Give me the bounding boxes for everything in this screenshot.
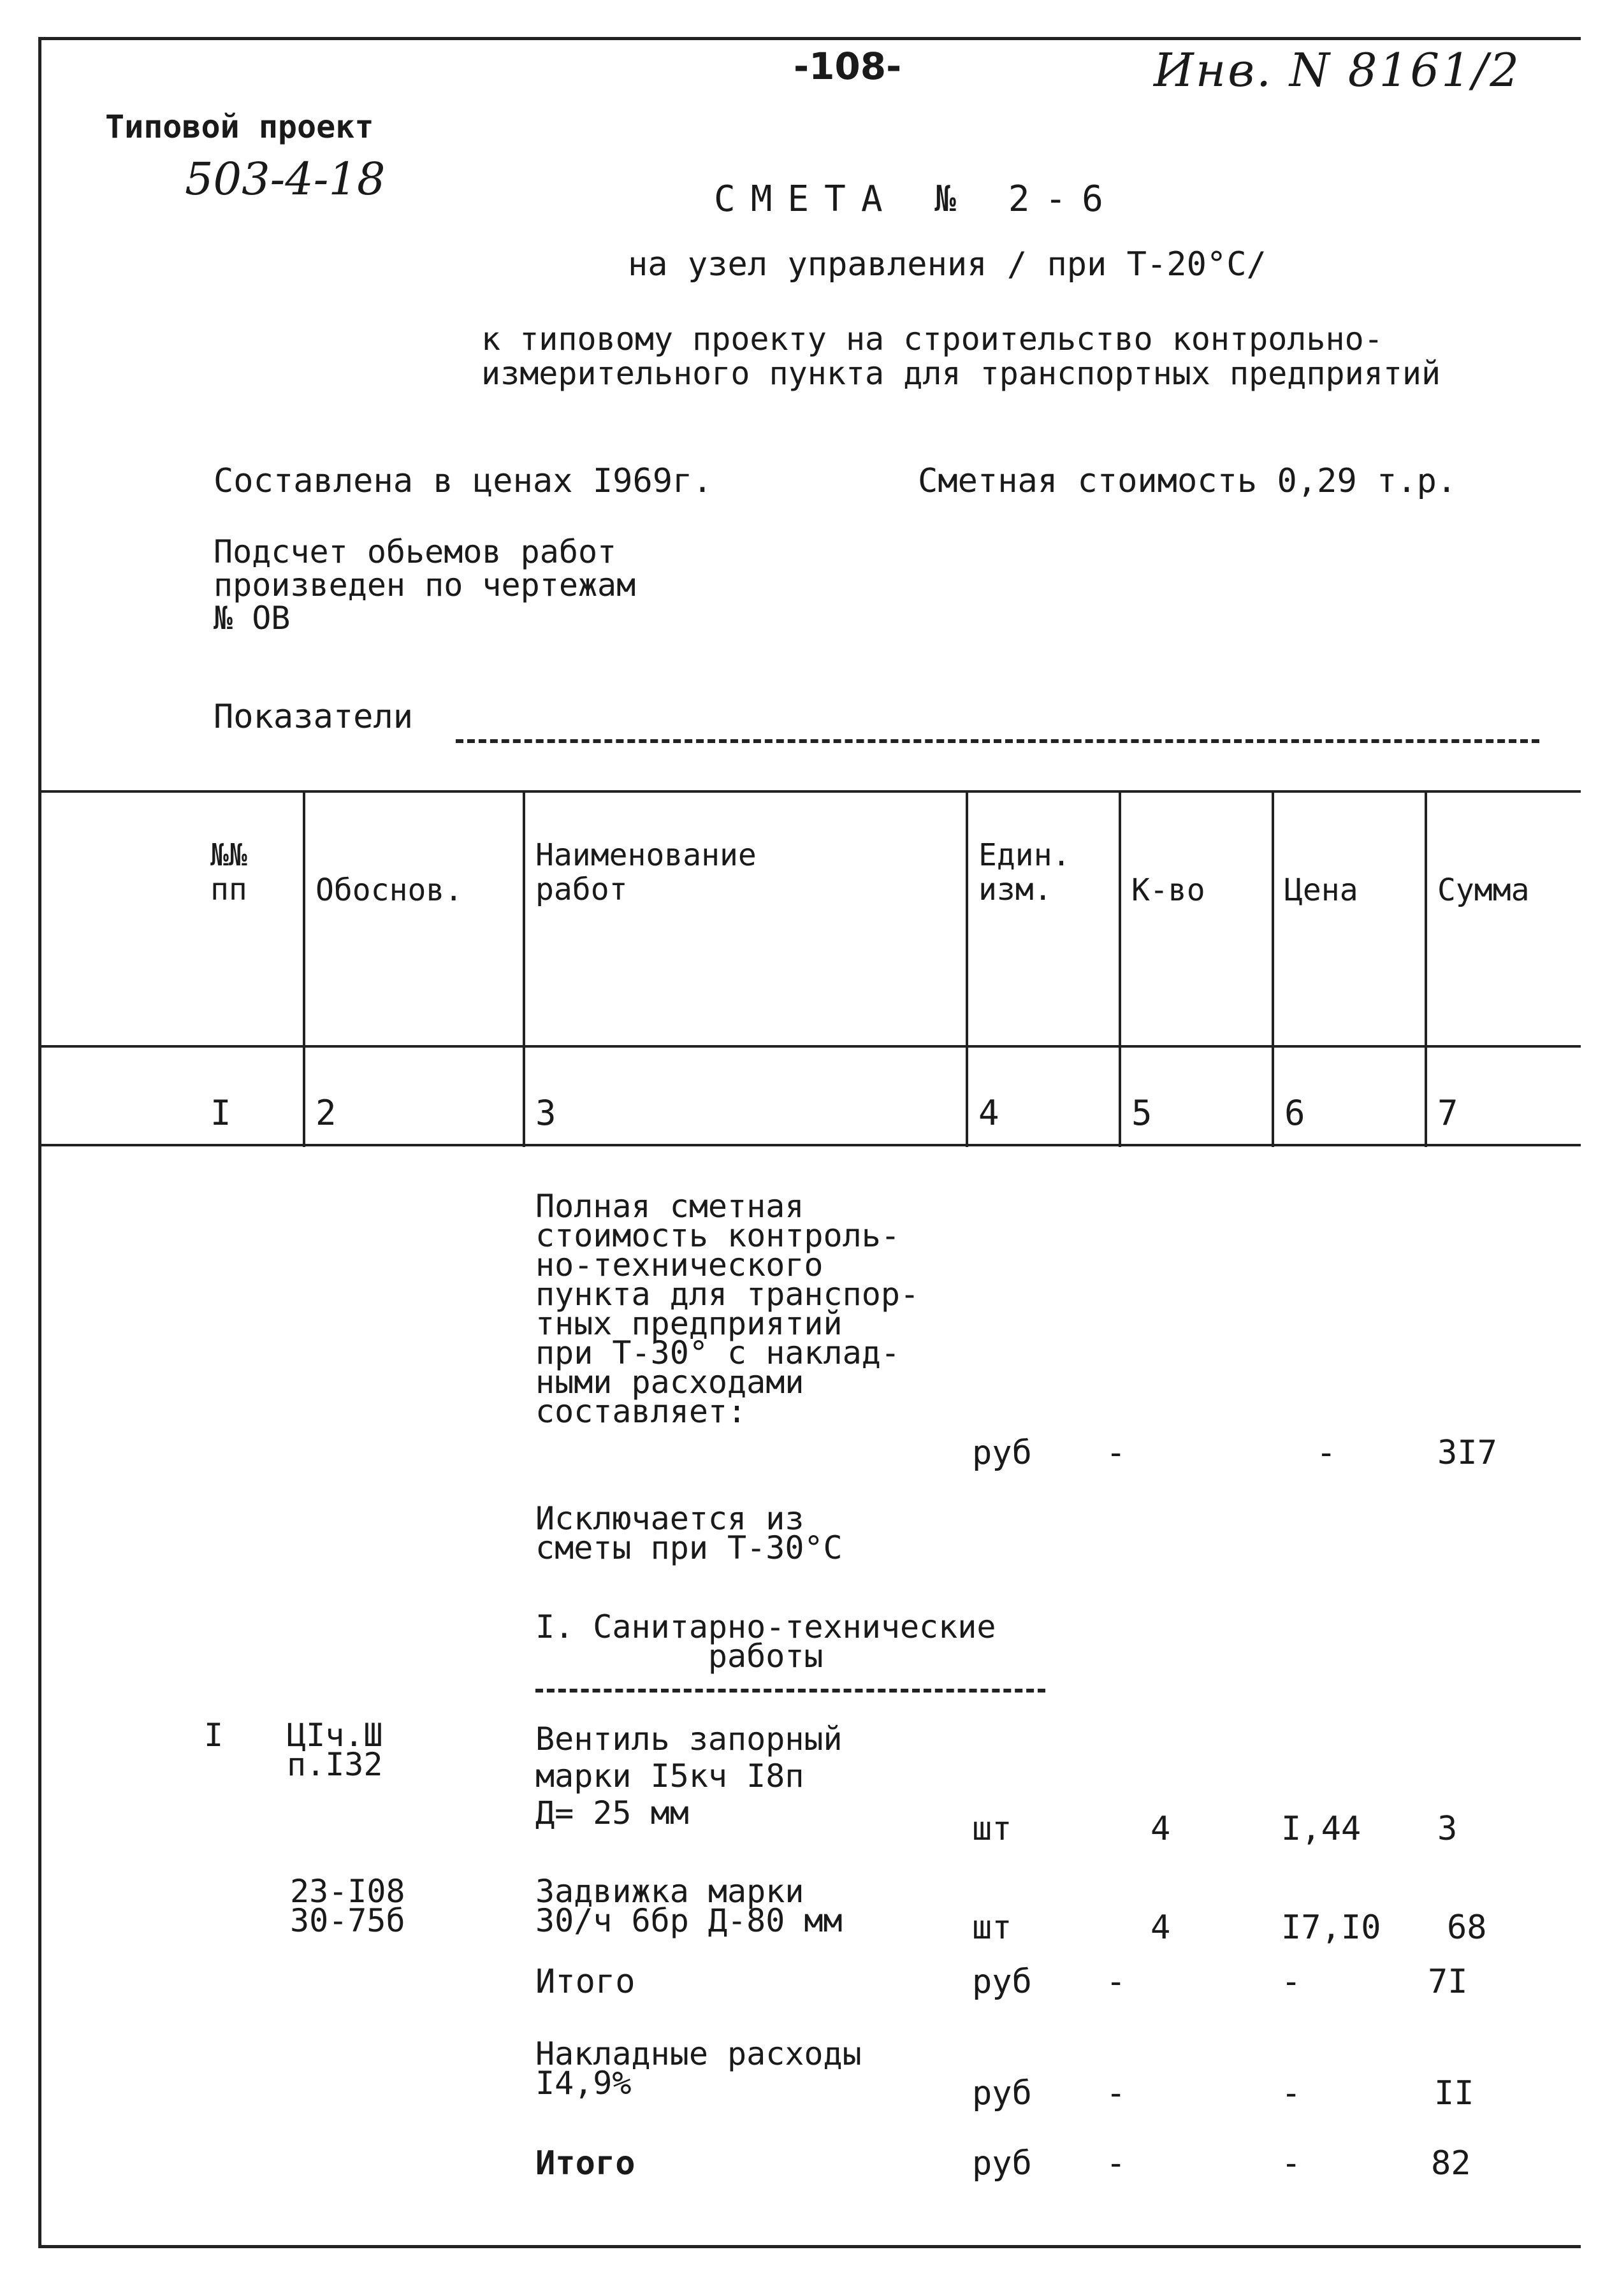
subtotal-price: - (1281, 1963, 1302, 2001)
total-price: - (1281, 2144, 1302, 2183)
header-basis: Обоснов. (316, 872, 463, 908)
project-note: к типовому проекту на строительство контрольно- измерительного пункта для транспортных предприятий (481, 321, 1441, 392)
project-number: 503-4-18 (185, 153, 386, 205)
inventory-number: Инв. N 8161/2 (1154, 43, 1521, 97)
subtotal-label: Итого (535, 1963, 635, 2001)
col-divider (303, 790, 305, 1147)
overhead-sum: II (1434, 2074, 1474, 2112)
full-cost-qty: - (1106, 1434, 1126, 1472)
colnum-6: 6 (1284, 1093, 1305, 1133)
col-divider (966, 790, 968, 1147)
row-2-name: Задвижка марки 30/ч 6бр Д-80 мм (535, 1873, 843, 1939)
document-title: СМЕТА № 2-6 (714, 178, 1119, 220)
col-divider (1272, 790, 1274, 1147)
overhead-label: Накладные расходы I4,9% (535, 2035, 862, 2102)
estimated-cost: Сметная стоимость 0,29 т.р. (918, 462, 1457, 500)
row-1-price: I,44 (1281, 1810, 1361, 1848)
subtotal-qty: - (1106, 1963, 1126, 2001)
row-2-unit: шт (972, 1909, 1012, 1947)
header-price: Цена (1284, 872, 1358, 908)
calc-basis: Подсчет обьемов работ произведен по чертежам № ОВ (214, 533, 636, 637)
document-subtitle: на узел управления / при Т-20°С/ (628, 245, 1267, 284)
header-name: Наименование работ (535, 837, 757, 907)
row-1-sum: 3 (1437, 1810, 1458, 1848)
full-cost-unit: руб (972, 1434, 1032, 1472)
row-2-basis: 23-I08 30-75б (290, 1873, 405, 1939)
full-cost-price: - (1316, 1434, 1337, 1472)
row-1-qty: 4 (1151, 1810, 1171, 1848)
table-header-rule (38, 1045, 1581, 1048)
overhead-qty: - (1106, 2074, 1126, 2112)
colnum-1: I (210, 1093, 231, 1133)
table-colnum-rule (38, 1144, 1581, 1146)
row-2-sum: 68 (1447, 1909, 1487, 1947)
table-top-rule (38, 790, 1581, 793)
project-label: Типовой проект (105, 108, 374, 145)
overhead-price: - (1281, 2074, 1302, 2112)
total-sum: 82 (1431, 2144, 1471, 2183)
total-label: Итого (535, 2144, 635, 2183)
header-unit: Един. изм. (978, 837, 1071, 907)
header-number: №№ пп (210, 837, 247, 907)
overhead-unit: руб (972, 2074, 1032, 2112)
full-cost-sum: 3I7 (1437, 1434, 1497, 1472)
row-1-name: Вентиль запорный марки I5кч I8п Д= 25 мм (535, 1721, 843, 1831)
row-2-qty: 4 (1151, 1909, 1171, 1947)
row-1-number: I (204, 1717, 224, 1754)
total-unit: руб (972, 2144, 1032, 2183)
total-qty: - (1106, 2144, 1126, 2183)
subtotal-sum: 7I (1428, 1963, 1468, 2001)
section-title: I. Санитарно-технические работы (535, 1608, 996, 1675)
colnum-3: 3 (535, 1093, 556, 1133)
indicators-dash-line (456, 739, 1539, 743)
header-qty: К-во (1131, 872, 1205, 908)
row-1-unit: шт (972, 1810, 1012, 1848)
colnum-2: 2 (316, 1093, 337, 1133)
colnum-7: 7 (1437, 1093, 1458, 1133)
excluded-text: Исключается из сметы при Т-30°С (535, 1500, 843, 1566)
indicators-label: Показатели (214, 698, 414, 736)
header-sum: Сумма (1437, 872, 1530, 908)
colnum-4: 4 (978, 1093, 999, 1133)
row-2-price: I7,I0 (1281, 1909, 1381, 1947)
colnum-5: 5 (1131, 1093, 1152, 1133)
subtotal-unit: руб (972, 1963, 1032, 2001)
page-number: -108- (794, 45, 902, 88)
price-basis: Составлена в ценах I969г. (214, 462, 713, 500)
col-divider (1119, 790, 1121, 1147)
full-cost-text: Полная сметная стоимость контроль- но-технического пункта для транспор- тных предприятий при Т-30° с наклад- ными расходами составляет: (535, 1188, 920, 1430)
col-divider (523, 790, 525, 1147)
row-1-basis: ЦIч.Ш п.I32 (287, 1717, 383, 1783)
col-divider (1425, 790, 1427, 1147)
section-dash-line (535, 1689, 1045, 1693)
